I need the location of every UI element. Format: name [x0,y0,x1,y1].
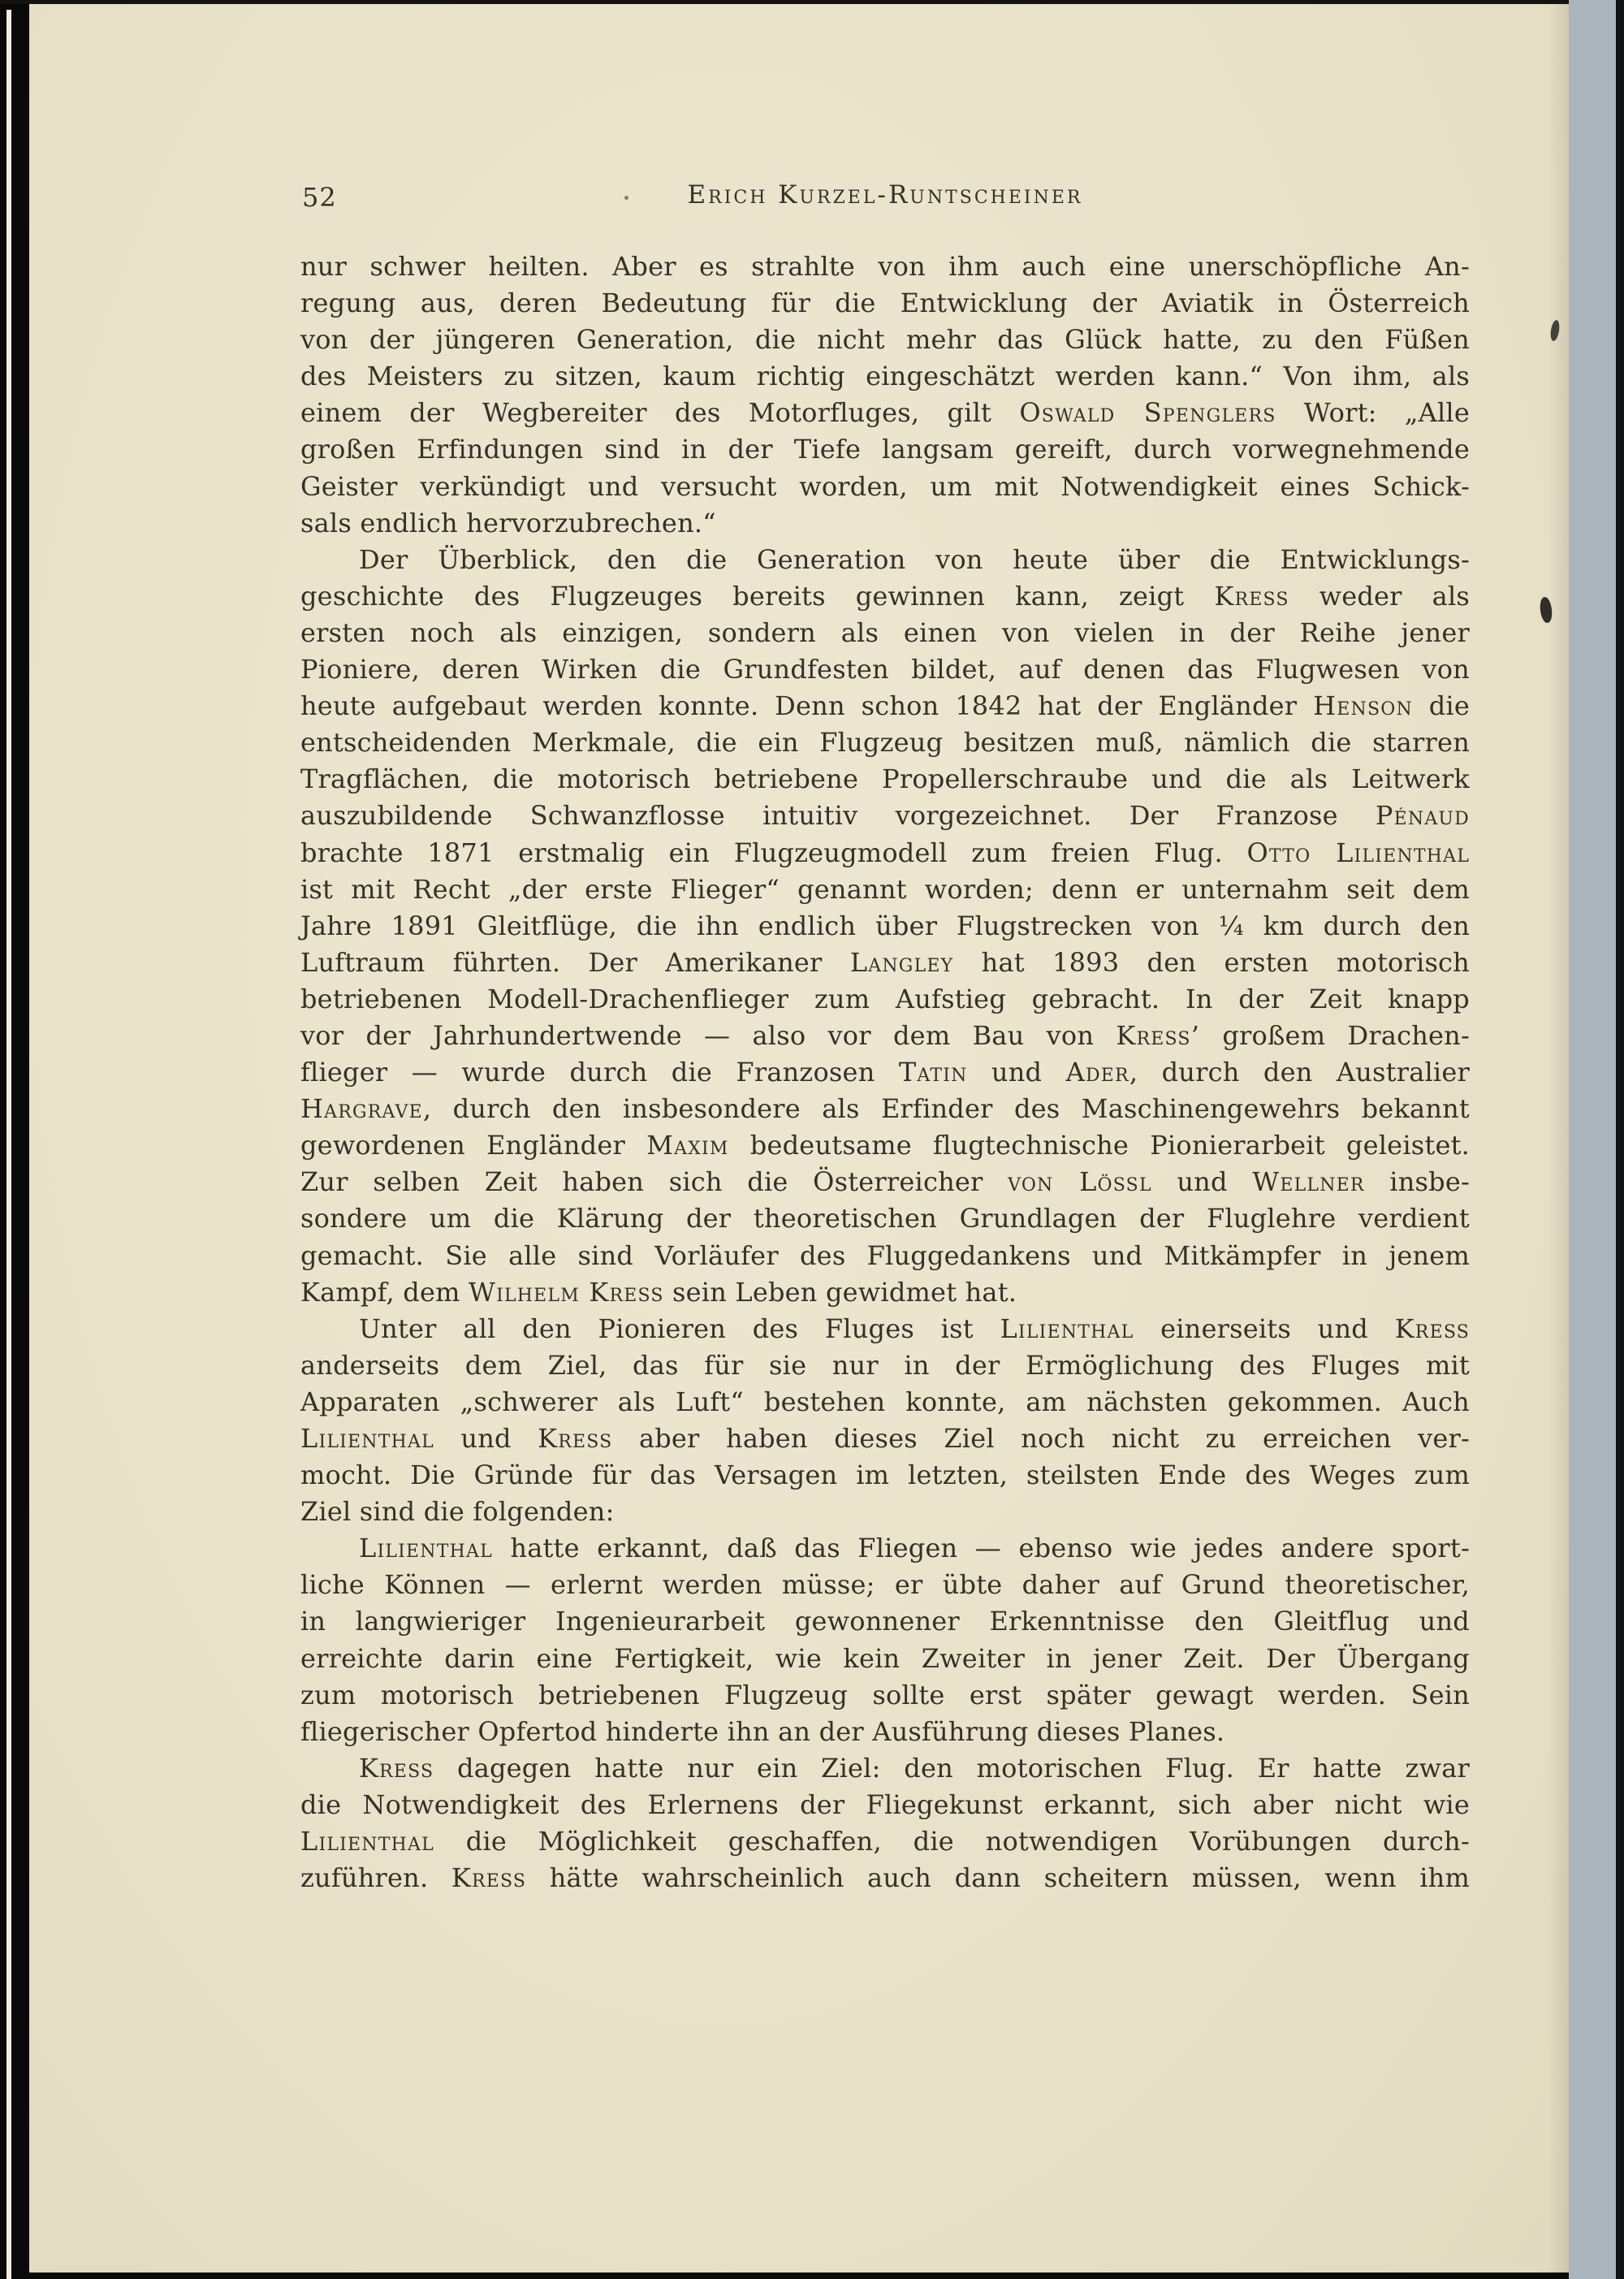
text-line [300,1274,1470,1311]
text-segment: ersten noch als einzigen, sondern als einen von vielen in der Reihe jener [300,616,1470,648]
text-segment: großen Erfindungen sind in der Tiefe langsam gereift, durch vorwegnehmende [300,434,1470,465]
text-segment: die [1412,690,1470,722]
text-line [300,981,1470,1018]
text-line [300,871,1470,908]
text-line [300,724,1470,761]
text-segment: Jahre 1891 Gleitflüge, die ihn endlich über Flugstrecken von ¼ km durch den [300,910,1470,941]
person-name-smallcaps: Wellner [1252,1166,1365,1198]
text-line [300,1311,1470,1347]
person-name-smallcaps: Lilienthal [300,1423,434,1454]
text-line [300,1421,1470,1457]
text-segment: flieger — wurde durch die Franzosen [300,1057,899,1088]
text-segment: , durch den insbesondere als Erfinder des Maschinengewehrs bekannt [422,1093,1470,1125]
text-line [300,1787,1470,1823]
person-name-smallcaps: Oswald Spenglers [1019,397,1276,429]
text-line [300,1603,1470,1640]
text-segment: Luftraum führten. Der Amerikaner [300,946,850,978]
text-segment: des Meisters zu sitzen, kaum richtig eingeschätzt werden kann.“ Von ihm, als [300,361,1470,392]
text-segment: sein Leben gewidmet hat. [663,1276,1017,1308]
paragraph [300,249,1470,542]
text-line [300,1860,1470,1896]
text-segment: die Möglichkeit geschaffen, die notwendigen Vorübungen durch- [434,1826,1470,1857]
text-segment: und [1151,1166,1253,1198]
text-line [300,1823,1470,1860]
text-segment: die Notwendigkeit des Erlernens der Fliegekunst erkannt, sich aber nicht wie [300,1788,1470,1820]
text-segment: und [967,1057,1066,1088]
text-line [300,615,1470,651]
text-segment: entscheidenden Merkmale, die ein Flugzeug besitzen muß, nämlich die starren [300,727,1470,759]
person-name-smallcaps: Lilienthal [359,1533,493,1564]
text-line [300,322,1470,358]
text-line [300,578,1470,615]
text-segment: hatte erkannt, daß das Fliegen — ebenso wie jedes andere sport- [492,1533,1470,1564]
person-name-smallcaps: Ader [1065,1057,1129,1088]
text-line [300,542,1470,578]
text-line [300,285,1470,322]
text-segment: gewordenen Engländer [300,1130,647,1161]
text-line [300,1384,1470,1421]
paragraph [300,1311,1470,1531]
person-name-smallcaps: Kress [1214,580,1289,612]
text-line [300,1091,1470,1127]
text-segment: fliegerischer Opfertod hinderte ihn an der Ausführung dieses Planes. [300,1715,1225,1747]
text-line [300,1164,1470,1200]
text-segment: nur schwer heilten. Aber es strahlte von ihm auch eine unerschöpfliche An- [300,251,1470,282]
person-name-smallcaps: Kress [1394,1312,1470,1344]
text-line [300,358,1470,395]
person-name-smallcaps: Kress’ [1116,1019,1201,1051]
text-segment: insbe- [1364,1166,1470,1198]
person-name-smallcaps: Wilhelm Kress [469,1276,664,1308]
text-segment: Unter all den Pionieren des Fluges ist [359,1312,1000,1344]
text-segment: regung aus, deren Bedeutung für die Entwicklung der Aviatik in Österreich [300,288,1470,319]
text-segment: zum motorisch betriebenen Flugzeug sollte erst später gewagt werden. Sein [300,1679,1470,1710]
text-segment: von der jüngeren Generation, die nicht mehr das Glück hatte, zu den Füßen [300,324,1470,356]
text-segment: betriebenen Modell-Drachenflieger zum Aufstieg gebracht. In der Zeit knapp [300,983,1470,1014]
text-segment: in langwieriger Ingenieurarbeit gewonnener Erkenntnisse den Gleitflug und [300,1606,1470,1637]
text-segment: liche Können — erlernt werden müsse; er übte daher auf Grund theoretischer, [300,1569,1470,1601]
running-header: Erich Kurzel-Runtscheiner [687,180,1083,210]
text-line [300,249,1470,285]
text-line [300,1018,1470,1054]
text-segment: zuführen. [300,1862,451,1894]
person-name-smallcaps: von Lössl [1008,1166,1152,1198]
text-line [300,908,1470,945]
person-name-smallcaps: Otto Lilienthal [1246,837,1470,868]
text-line [300,395,1470,431]
person-name-smallcaps: Hargrave [300,1093,423,1125]
text-segment: heute aufgebaut werden konnte. Denn schon 1842 hat der Engländer [300,690,1314,722]
text-segment: Tragflächen, die motorisch betriebene Propellerschraube und die als Leitwerk [300,763,1470,795]
text-segment: vor der Jahrhundertwende — also vor dem Bau von [300,1019,1116,1051]
text-line [300,1200,1470,1237]
page-number: 52 [302,182,337,213]
text-segment: Kampf, dem [300,1276,469,1308]
text-line [300,761,1470,798]
text-line [300,1677,1470,1714]
text-segment: großem Drachen- [1200,1019,1470,1051]
person-name-smallcaps: Kress [451,1862,527,1894]
text-segment: brachte 1871 erstmalig ein Flugzeugmodell zum freien Flug. [300,837,1247,868]
text-segment: und [434,1423,538,1454]
person-name-smallcaps: Lilienthal [300,1826,434,1857]
text-line [300,1567,1470,1603]
text-body [300,249,1470,1896]
paragraph [300,1750,1470,1896]
text-segment: bedeutsame flugtechnische Pionierarbeit geleistet. [728,1130,1471,1161]
text-line [300,688,1470,724]
text-segment: Pioniere, deren Wirken die Grundfesten bildet, auf denen das Flugwesen von [300,654,1470,685]
person-name-smallcaps: Kress [359,1752,434,1784]
page-edge-shadow [1548,4,1569,2273]
text-segment: Der Überblick, den die Generation von heute über die Entwicklungs- [359,543,1470,575]
book-fore-edge-band [1569,0,1616,2279]
text-line [300,651,1470,688]
text-line [300,1054,1470,1091]
text-segment: einem der Wegbereiter des Motorfluges, gilt [300,397,1020,429]
text-line [300,1530,1470,1567]
person-name-smallcaps: Langley [849,946,954,978]
text-segment: weder als [1289,580,1471,612]
person-name-smallcaps: Lilienthal [1000,1312,1134,1344]
text-segment: mocht. Die Gründe für das Versagen im letzten, steilsten Ende des Weges zum [300,1460,1470,1491]
paragraph [300,1530,1470,1750]
text-segment: geschichte des Flugzeuges bereits gewinnen kann, zeigt [300,580,1215,612]
text-segment: ist mit Recht „der erste Flieger“ genannt worden; denn er unternahm seit dem [300,873,1470,905]
text-segment: einerseits und [1134,1312,1395,1344]
text-line [300,505,1470,542]
spine-highlight-line [6,10,11,2279]
text-segment: Geister verkündigt und versucht worden, um mit Notwendigkeit eines Schick- [300,470,1470,502]
text-segment: , durch den Australier [1129,1057,1471,1088]
text-segment: Apparaten „schwerer als Luft“ bestehen konnte, am nächsten gekommen. Auch [300,1386,1470,1417]
text-line [300,431,1470,468]
text-segment: anderseits dem Ziel, das für sie nur in der Ermöglichung des Fluges mit [300,1349,1470,1381]
text-segment: hat 1893 den ersten motorisch [953,946,1470,978]
text-segment: hätte wahrscheinlich auch dann scheitern müssen, wenn ihm [526,1862,1470,1894]
person-name-smallcaps: Tatin [898,1057,968,1088]
text-line [300,1750,1470,1787]
text-segment: dagegen hatte nur ein Ziel: den motorischen Flug. Er hatte zwar [434,1752,1470,1784]
text-segment: erreichte darin eine Fertigkeit, wie kein Zweiter in jener Zeit. Der Übergang [300,1642,1470,1674]
text-line [300,1457,1470,1494]
text-segment: auszubildende Schwanzflosse intuitiv vorgezeichnet. Der Franzose [300,800,1376,832]
text-line [300,798,1470,834]
text-segment: sondere um die Klärung der theoretischen Grundlagen der Fluglehre verdient [300,1203,1470,1235]
text-line [300,945,1470,981]
person-name-smallcaps: Henson [1313,690,1413,722]
text-line [300,1127,1470,1164]
text-line [300,1347,1470,1384]
text-line [300,1641,1470,1677]
ink-speck [624,196,628,200]
text-segment: Wort: „Alle [1276,397,1470,429]
text-segment: Zur selben Zeit haben sich die Österreicher [300,1166,1009,1198]
text-segment: aber haben dieses Ziel noch nicht zu erreichen ver- [612,1423,1470,1454]
paragraph [300,542,1470,1311]
text-segment: sals endlich hervorzubrechen.“ [300,507,716,538]
person-name-smallcaps: Kress [538,1423,613,1454]
text-segment: gemacht. Sie alle sind Vorläufer des Fluggedankens und Mitkämpfer in jenem [300,1239,1470,1271]
text-segment: Ziel sind die folgenden: [300,1496,615,1528]
text-line [300,1714,1470,1750]
person-name-smallcaps: Pénaud [1375,800,1470,832]
scan-right-edge [1616,0,1624,2279]
text-line [300,835,1470,871]
text-line [300,1494,1470,1530]
text-line [300,1238,1470,1274]
text-line [300,469,1470,505]
person-name-smallcaps: Maxim [646,1130,729,1161]
